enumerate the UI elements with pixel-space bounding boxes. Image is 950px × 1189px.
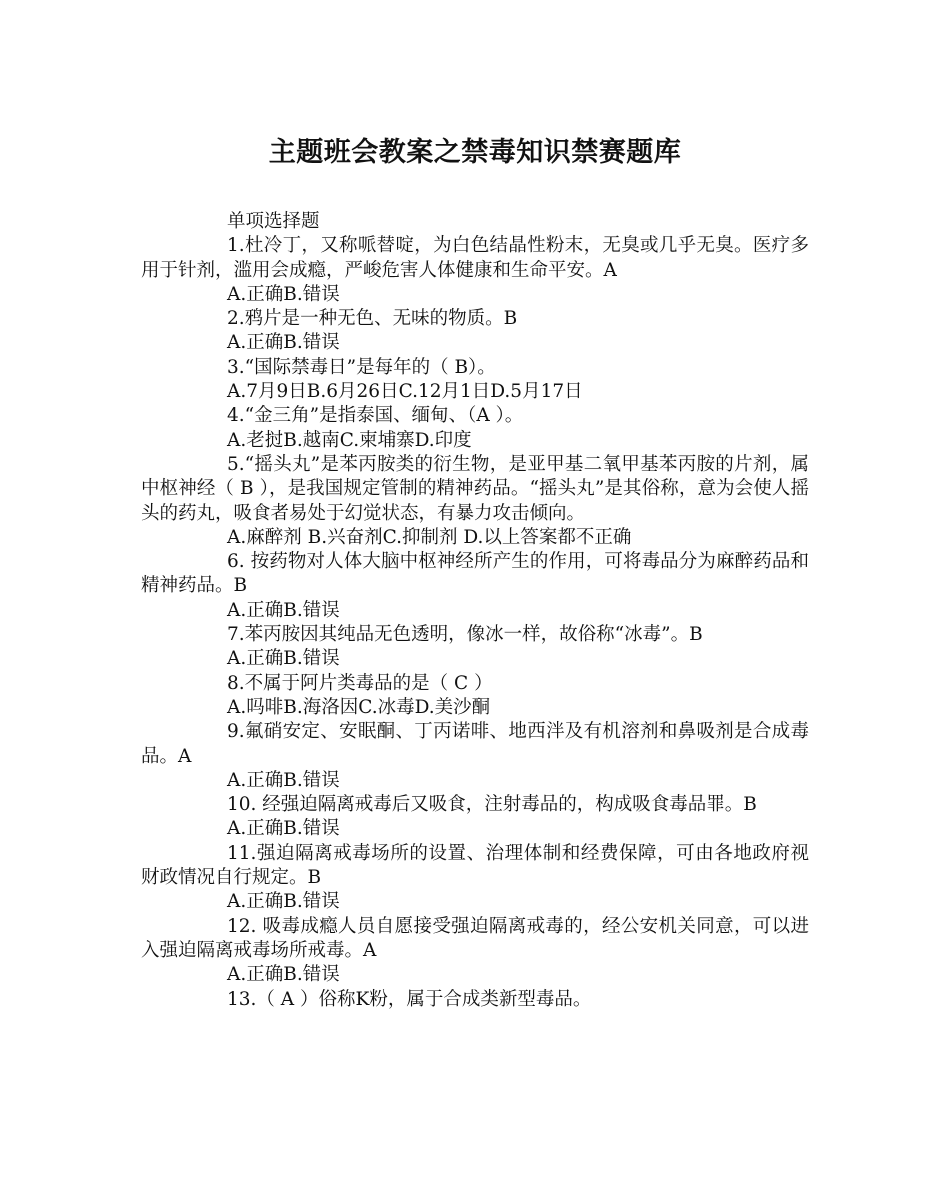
question-10: 10. 经强迫隔离戒毒后又吸食，注射毒品的，构成吸食毒品罪。B bbox=[227, 794, 757, 816]
question-1: 1.杜冷丁，又称哌替啶，为白色结晶性粉末，无臭或几乎无臭。医疗多用于针剂，滥用会成瘾，严峻危害人体健康和生命平安。A bbox=[141, 235, 809, 281]
question-8: 8.不属于阿片类毒品的是（ C ） bbox=[227, 672, 493, 694]
options-12: A.正确B.错误 bbox=[227, 964, 340, 986]
question-4: 4.“金三角”是指泰国、缅甸、（A ）。 bbox=[227, 405, 524, 427]
options-9: A.正确B.错误 bbox=[227, 769, 340, 791]
question-9: 9.氟硝安定、安眠酮、丁丙诺啡、地西泮及有机溶剂和鼻吸剂是合成毒品。A bbox=[141, 721, 809, 767]
question-13: 13.（ A ）俗称K粉，属于合成类新型毒品。 bbox=[227, 988, 592, 1010]
question-3: 3.“国际禁毒日”是每年的（ B）。 bbox=[227, 356, 496, 378]
options-5: A.麻醉剂 B.兴奋剂C.抑制剂 D.以上答案都不正确 bbox=[227, 526, 632, 548]
document-title: 主题班会教案之禁毒知识禁赛题库 bbox=[268, 137, 682, 168]
options-4: A.老挝B.越南C.柬埔寨D.印度 bbox=[227, 429, 472, 451]
question-12: 12. 吸毒成瘾人员自愿接受强迫隔离戒毒的，经公安机关同意，可以进入强迫隔离戒毒场所戒毒。A bbox=[141, 915, 809, 961]
question-6: 6. 按药物对人体大脑中枢神经所产生的作用，可将毒品分为麻醉药品和精神药品。B bbox=[141, 551, 809, 597]
question-7: 7.苯丙胺因其纯品无色透明，像冰一样，故俗称“冰毒”。B bbox=[227, 624, 703, 646]
question-5: 5.“摇头丸”是苯丙胺类的衍生物，是亚甲基二氧甲基苯丙胺的片剂，属中枢神经（ B ），是我国规定管制的精神药品。“摇头丸”是其俗称，意为会使人摇头的药丸，吸食者易处于幻觉状态，有暴力攻击倾向。 bbox=[141, 453, 809, 524]
question-11: 11.强迫隔离戒毒场所的设置、治理体制和经费保障，可由各地政府视财政情况自行规定。B bbox=[141, 842, 809, 889]
document-body bbox=[141, 210, 809, 1012]
options-6: A.正确B.错误 bbox=[227, 599, 340, 621]
options-8: A.吗啡B.海洛因C.冰毒D.美沙酮 bbox=[227, 696, 491, 718]
question-2: 2.鸦片是一种无色、无味的物质。B bbox=[227, 308, 518, 330]
options-7: A.正确B.错误 bbox=[227, 648, 340, 670]
options-2: A.正确B.错误 bbox=[227, 332, 340, 354]
options-11: A.正确B.错误 bbox=[227, 891, 340, 913]
section-heading: 单项选择题 bbox=[227, 211, 320, 232]
options-10: A.正确B.错误 bbox=[227, 818, 340, 840]
options-3: A.7月9日B.6月26日C.12月1日D.5月17日 bbox=[227, 381, 583, 403]
options-1: A.正确B.错误 bbox=[227, 283, 340, 305]
